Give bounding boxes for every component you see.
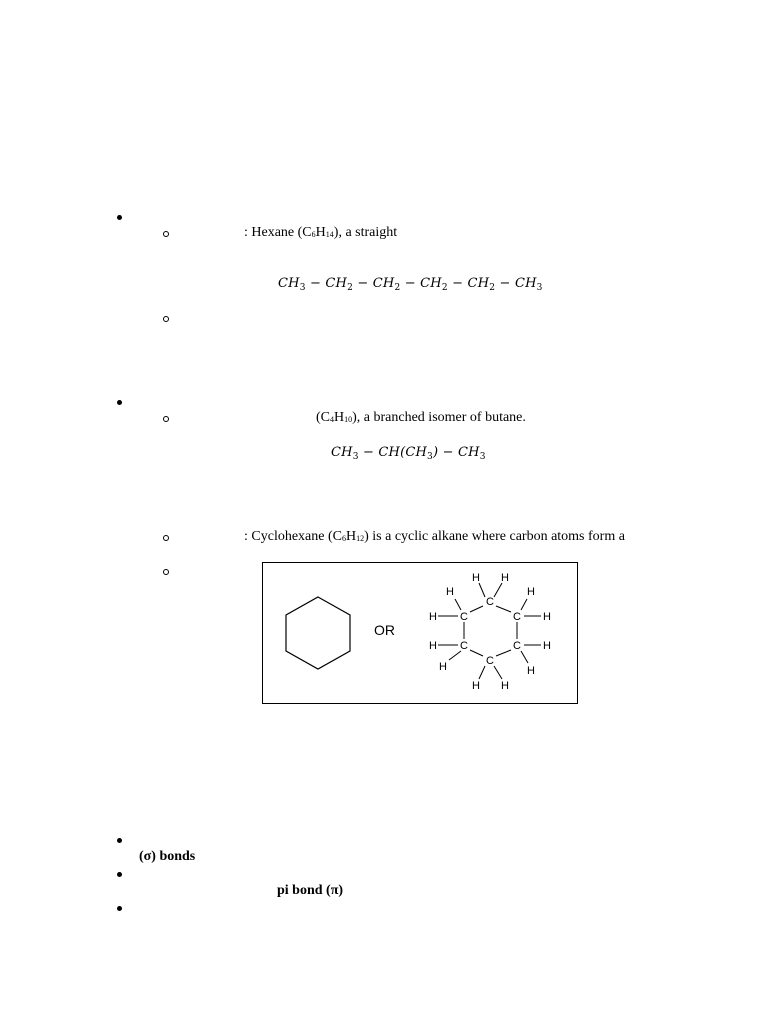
hydrogen-atom: H <box>446 586 454 598</box>
bullet-section-2 <box>117 400 122 405</box>
pi-bond-label: pi bond (π) <box>277 883 344 898</box>
sub-bullet-figure <box>163 569 169 575</box>
hexane-formula: $CH_3 - CH_2 - CH_2 - CH_2 - CH_2 - CH_3$ <box>278 276 543 293</box>
hexane-description: : Hexane (C6H14), a straight <box>244 225 398 240</box>
sub-bullet-hexane <box>163 231 169 237</box>
cyclohexane-description: : Cyclohexane (C6H12) is a cyclic alkane where carbon atoms form a <box>244 529 625 544</box>
carbon-atom: C <box>513 640 521 652</box>
hydrogen-atom: H <box>472 680 480 692</box>
isobutane-formula: $CH_3 - CH(CH_3) - CH_3$ <box>331 445 486 462</box>
bullet-section-1 <box>117 215 122 220</box>
cyclohexane-figure <box>262 562 578 704</box>
carbon-atom: C <box>513 611 521 623</box>
hydrogen-atom: H <box>429 640 437 652</box>
or-label: OR <box>374 622 395 638</box>
sigma-bonds-label: (σ) bonds <box>139 849 196 864</box>
hydrogen-atom: H <box>429 611 437 623</box>
sub-bullet-empty-1 <box>163 316 169 322</box>
hydrogen-atom: H <box>501 572 509 584</box>
hydrogen-atom: H <box>501 680 509 692</box>
bullet-section-4 <box>117 872 122 877</box>
isobutane-description: (C4H10), a branched isomer of butane. <box>316 410 526 425</box>
bullet-section-5 <box>117 906 122 911</box>
carbon-atoms <box>460 596 521 667</box>
hydrogen-atoms <box>429 572 551 692</box>
cyclohexane-structures <box>263 563 579 705</box>
carbon-atom: C <box>460 640 468 652</box>
hydrogen-atom: H <box>439 661 447 673</box>
carbon-atom: C <box>486 655 494 667</box>
hydrogen-atom: H <box>527 586 535 598</box>
sub-bullet-isobutane <box>163 416 169 422</box>
hydrogen-atom: H <box>527 665 535 677</box>
hydrogen-atom: H <box>472 572 480 584</box>
carbon-atom: C <box>460 611 468 623</box>
hydrogen-atom: H <box>543 640 551 652</box>
bullet-section-3 <box>117 838 122 843</box>
carbon-atom: C <box>486 596 494 608</box>
cyclohexane-skeletal-hexagon <box>286 597 350 669</box>
hydrogen-atom: H <box>543 611 551 623</box>
sub-bullet-cyclohexane <box>163 535 169 541</box>
